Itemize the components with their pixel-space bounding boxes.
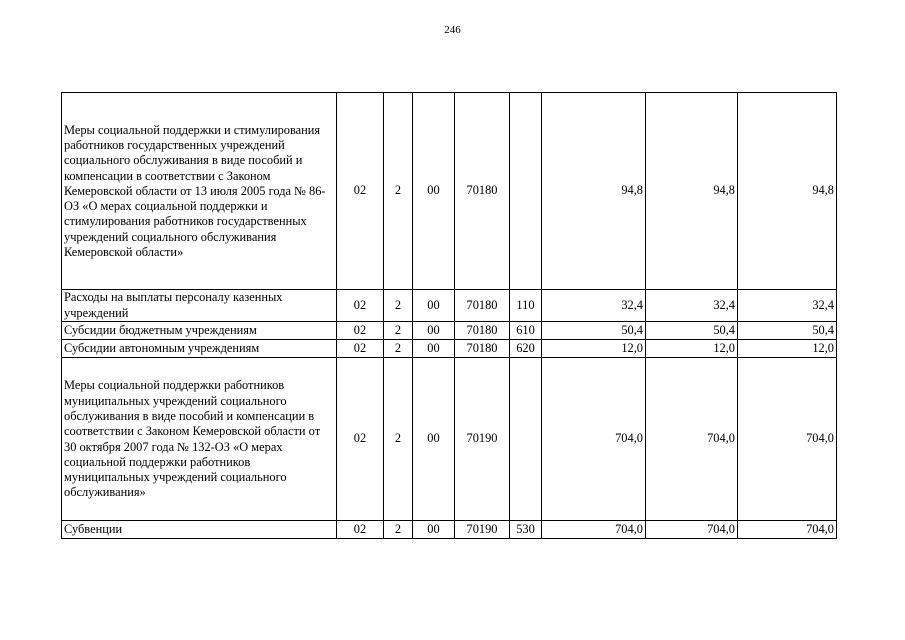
section-code: 02 [337, 358, 384, 521]
expense-name: Субсидии бюджетным учреждениям [62, 322, 337, 340]
subprogram-code: 00 [413, 358, 455, 521]
target-code: 70180 [455, 93, 510, 290]
program-code: 2 [384, 322, 413, 340]
table-row [62, 340, 837, 358]
amount-year-3: 12,0 [738, 340, 837, 358]
target-code: 70190 [455, 358, 510, 521]
amount-year-2: 94,8 [646, 93, 738, 290]
expense-type-code: 610 [510, 322, 542, 340]
subprogram-code: 00 [413, 93, 455, 290]
target-code: 70180 [455, 322, 510, 340]
section-code: 02 [337, 290, 384, 322]
program-code: 2 [384, 93, 413, 290]
table-row [62, 322, 837, 340]
table-row [62, 521, 837, 539]
target-code: 70180 [455, 340, 510, 358]
table-row [62, 290, 837, 322]
subprogram-code: 00 [413, 322, 455, 340]
expense-type-code: 110 [510, 290, 542, 322]
amount-year-2: 32,4 [646, 290, 738, 322]
table-row [62, 358, 837, 521]
section-code: 02 [337, 322, 384, 340]
section-code: 02 [337, 93, 384, 290]
program-code: 2 [384, 521, 413, 539]
expense-name: Субвенции [62, 521, 337, 539]
amount-year-2: 704,0 [646, 521, 738, 539]
program-code: 2 [384, 290, 413, 322]
budget-table [61, 92, 837, 539]
expense-name: Субсидии автономным учреждениям [62, 340, 337, 358]
expense-type-code [510, 358, 542, 521]
table-row [62, 93, 837, 290]
expense-type-code [510, 93, 542, 290]
amount-year-1: 50,4 [542, 322, 646, 340]
expense-name: Меры социальной поддержки работников муниципальных учреждений социального обслуживания в виде пособий и компенсации в соответствии с Законом Кемеровской области от 30 октября 2007 года № 132-ОЗ «О мерах социальной поддержки работников муниципальных учреждений социального обслуживания» [62, 358, 337, 521]
subprogram-code: 00 [413, 521, 455, 539]
amount-year-1: 704,0 [542, 358, 646, 521]
amount-year-3: 50,4 [738, 322, 837, 340]
amount-year-2: 50,4 [646, 322, 738, 340]
section-code: 02 [337, 521, 384, 539]
expense-type-code: 530 [510, 521, 542, 539]
expense-name: Расходы на выплаты персоналу казенных учреждений [62, 290, 337, 322]
target-code: 70190 [455, 521, 510, 539]
section-code: 02 [337, 340, 384, 358]
amount-year-1: 94,8 [542, 93, 646, 290]
amount-year-3: 94,8 [738, 93, 837, 290]
amount-year-3: 32,4 [738, 290, 837, 322]
program-code: 2 [384, 358, 413, 521]
subprogram-code: 00 [413, 340, 455, 358]
expense-type-code: 620 [510, 340, 542, 358]
amount-year-3: 704,0 [738, 358, 837, 521]
amount-year-1: 32,4 [542, 290, 646, 322]
amount-year-2: 704,0 [646, 358, 738, 521]
program-code: 2 [384, 340, 413, 358]
amount-year-1: 704,0 [542, 521, 646, 539]
subprogram-code: 00 [413, 290, 455, 322]
target-code: 70180 [455, 290, 510, 322]
amount-year-1: 12,0 [542, 340, 646, 358]
amount-year-3: 704,0 [738, 521, 837, 539]
amount-year-2: 12,0 [646, 340, 738, 358]
expense-name: Меры социальной поддержки и стимулирования работников государственных учреждений социального обслуживания в виде пособий и компенсации в соответствии с Законом Кемеровской области от 13 июля 2005 года № 86-ОЗ «О мерах социальной поддержки и стимулирования работников государственных учреждений социального обслуживания Кемеровской области» [62, 93, 337, 290]
page-number: 246 [444, 24, 461, 36]
